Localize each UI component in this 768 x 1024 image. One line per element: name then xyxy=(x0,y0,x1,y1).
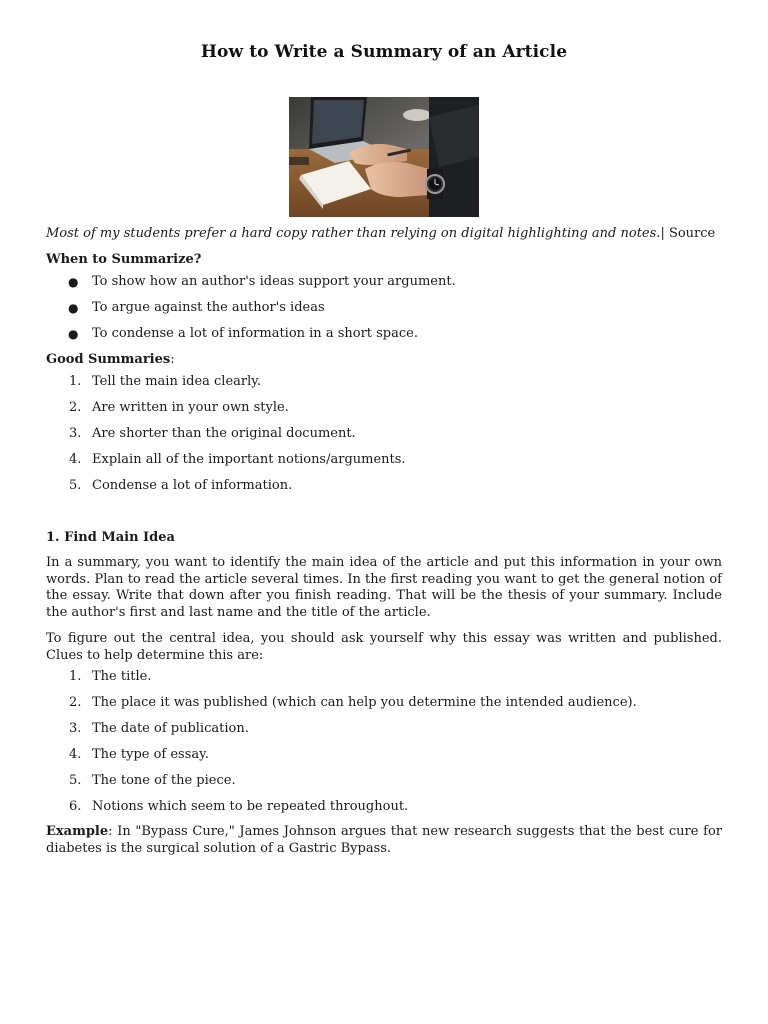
example-text: In "Bypass Cure," James Johnson argues that new research suggests that the best cure for diabetes is the surgical solution of a Gastric Bypass. xyxy=(46,824,722,856)
list-number: 2. xyxy=(69,695,82,710)
good-summaries-text: Good Summaries xyxy=(46,352,171,367)
when-to-summarize-label xyxy=(46,251,722,269)
list-item-text: The place it was published (which can help you determine the intended audience). xyxy=(92,695,637,710)
good-summaries-list xyxy=(46,373,722,495)
bullet-icon: ● xyxy=(68,301,79,315)
image-caption xyxy=(46,225,722,243)
article-photo xyxy=(289,97,479,217)
list-item xyxy=(46,451,722,469)
list-item-text: To show how an author's ideas support your argument. xyxy=(92,274,456,289)
list-item xyxy=(46,668,722,686)
image-caption-text: Most of my students prefer a hard copy rather than relying on digital highlighting and notes. xyxy=(46,226,661,241)
list-item xyxy=(46,746,722,764)
list-item-text: Explain all of the important notions/arguments. xyxy=(92,452,406,467)
list-item-text: Are written in your own style. xyxy=(92,400,289,415)
list-item-text: To condense a lot of information in a short space. xyxy=(92,326,418,341)
list-item-text: Are shorter than the original document. xyxy=(92,426,356,441)
list-number: 2. xyxy=(69,400,82,415)
clues-list xyxy=(46,668,722,816)
list-item-text: Condense a lot of information. xyxy=(92,478,293,493)
list-item xyxy=(46,299,722,317)
list-item xyxy=(46,798,722,816)
list-number: 5. xyxy=(69,478,82,493)
example-label: Example xyxy=(46,824,109,839)
list-item-text: The title. xyxy=(92,669,152,684)
list-number: 5. xyxy=(69,773,82,788)
list-item-text: To argue against the author's ideas xyxy=(92,300,325,315)
main-idea-paragraph: In a summary, you want to identify the main idea of the article and put this information in your own words. Plan to read the article several times. In the first reading you want to get the general notion of the essay. Write that down after you finish reading. That will be the thesis of your summary. Include the author's first and last name and the title of the article. xyxy=(46,555,722,620)
list-item xyxy=(46,477,722,495)
list-item xyxy=(46,373,722,391)
list-item xyxy=(46,694,722,712)
list-item xyxy=(46,772,722,790)
list-number: 3. xyxy=(69,721,82,736)
list-item xyxy=(46,425,722,443)
list-number: 3. xyxy=(69,426,82,441)
list-number: 6. xyxy=(69,799,82,814)
when-to-summarize-list xyxy=(46,273,722,343)
good-summaries-colon: : xyxy=(170,352,175,367)
list-number: 1. xyxy=(69,669,82,684)
list-item xyxy=(46,720,722,738)
list-item-text: Tell the main idea clearly. xyxy=(92,374,262,389)
good-summaries-label xyxy=(46,351,722,369)
list-item-text: The tone of the piece. xyxy=(92,773,236,788)
list-item xyxy=(46,325,722,343)
example-paragraph xyxy=(46,824,722,857)
find-main-idea-heading: 1. Find Main Idea xyxy=(46,530,175,545)
bullet-icon: ● xyxy=(68,327,79,341)
list-item-text: Notions which seem to be repeated throughout. xyxy=(92,799,409,814)
image-source-link[interactable]: | Source xyxy=(660,226,716,241)
list-item-text: The type of essay. xyxy=(92,747,209,762)
central-idea-paragraph: To figure out the central idea, you should ask yourself why this essay was written and published. Clues to help determine this are: xyxy=(46,631,722,663)
example-colon: : xyxy=(108,824,113,839)
document-title: How to Write a Summary of an Article xyxy=(200,42,568,62)
list-item-text: The date of publication. xyxy=(92,721,249,736)
when-to-summarize-text: When to Summarize? xyxy=(46,252,202,267)
list-number: 4. xyxy=(69,747,82,762)
list-number: 4. xyxy=(69,452,82,467)
list-item xyxy=(46,399,722,417)
bullet-icon: ● xyxy=(68,275,79,289)
list-item xyxy=(46,273,722,291)
list-number: 1. xyxy=(69,374,82,389)
